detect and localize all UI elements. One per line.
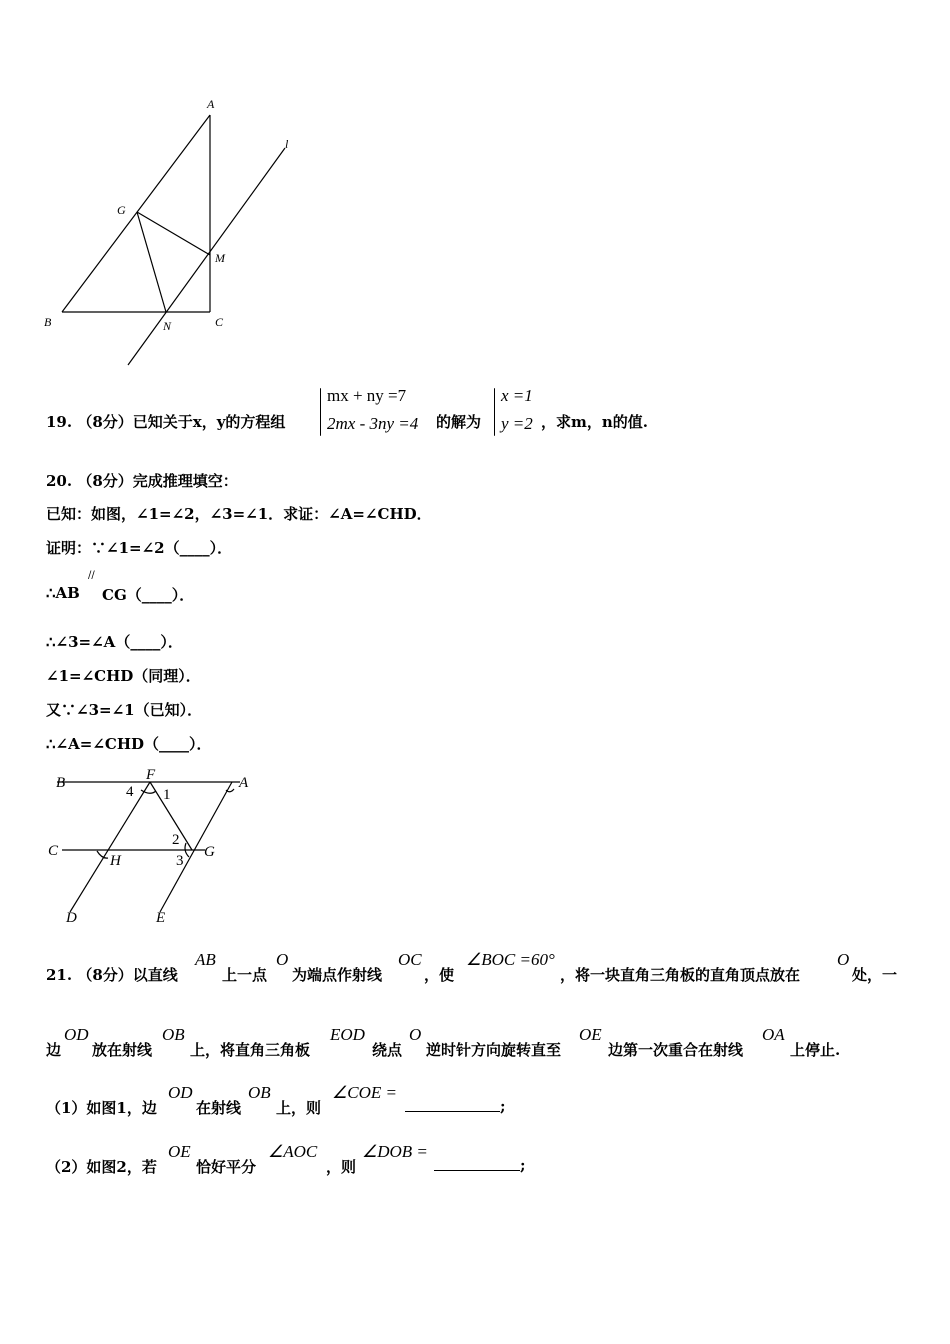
label-l: l: [285, 137, 289, 151]
q20-line: 又∵∠3=∠1（已知）．: [46, 701, 203, 719]
q20-line: ∴∠3=∠A（____）．: [46, 633, 183, 651]
angle-3: 3: [176, 853, 184, 869]
label-d: D: [66, 910, 77, 926]
math: EOD: [330, 1025, 365, 1044]
math: OC: [398, 950, 422, 969]
math: ∠COE =: [332, 1083, 397, 1102]
math: OB: [162, 1025, 185, 1044]
parallel-symbol: //: [88, 570, 95, 581]
figure-parallel-lines: [0, 760, 280, 930]
answer-blank[interactable]: [434, 1156, 520, 1171]
label-n: N: [163, 319, 172, 333]
q21-text: 上停止.: [790, 1041, 841, 1059]
math: OA: [762, 1025, 785, 1044]
label-g: G: [204, 844, 215, 860]
q19-sol2: y =2: [501, 414, 533, 433]
q21-text: 绕点: [372, 1041, 403, 1059]
angle-4: 4: [126, 784, 134, 800]
math: OB: [248, 1083, 271, 1102]
label-b: B: [56, 775, 66, 791]
q19-eq2: 2mx - 3ny =4: [327, 414, 419, 433]
math: O: [837, 950, 850, 969]
q21-text: 21. （8分）以直线: [46, 966, 178, 984]
q21-text: 上，则: [276, 1099, 322, 1117]
label-e: E: [156, 910, 166, 926]
q19-suffix: ，求m，n的值.: [541, 413, 649, 431]
q21-text: 处，一: [852, 966, 898, 984]
q19-sol1: x =1: [501, 386, 533, 405]
q20-line: ∴∠A=∠CHD（____）．: [46, 735, 212, 753]
q21-text: 恰好平分: [196, 1158, 257, 1176]
q21-text: ;: [520, 1156, 526, 1174]
q20-title: 20. （8分）完成推理填空：: [46, 472, 238, 490]
label-h: H: [110, 853, 121, 869]
q21-part1: （1）如图1，边: [46, 1099, 157, 1117]
label-m: M: [215, 251, 225, 265]
q21-text: 上一点: [222, 966, 268, 984]
q21-text: 放在射线: [92, 1041, 153, 1059]
math: OD: [64, 1025, 89, 1044]
brace: [494, 388, 495, 436]
q21-text: 为端点作射线: [292, 966, 383, 984]
answer-blank[interactable]: [405, 1097, 500, 1112]
q21-part2: （2）如图2，若: [46, 1158, 157, 1176]
angle-1: 1: [163, 787, 171, 803]
math: ∠AOC: [268, 1142, 318, 1161]
math: OE: [579, 1025, 602, 1044]
q21-text: 在射线: [196, 1099, 242, 1117]
figure-triangle-abc: [0, 90, 320, 380]
q20-line: ∴AB: [46, 584, 80, 602]
q21-text: 上，将直角三角板: [190, 1041, 311, 1059]
label-f: F: [146, 767, 156, 783]
q21-text: 边: [46, 1041, 62, 1059]
math: AB: [195, 950, 216, 969]
q19-mid: 的解为: [436, 413, 482, 431]
math: OD: [168, 1083, 193, 1102]
q19-eq1: mx + ny =7: [327, 386, 407, 405]
label-c: C: [48, 843, 59, 859]
math: O: [409, 1025, 422, 1044]
q20-line: ∠1=∠CHD（同理）．: [46, 667, 201, 685]
q21-text: ，则: [326, 1158, 357, 1176]
label-g: G: [117, 203, 126, 217]
math: ∠BOC =60°: [466, 950, 555, 969]
q21-text: 逆时针方向旋转直至: [426, 1041, 562, 1059]
label-a: A: [239, 775, 249, 791]
q20-line: 证明：∵∠1=∠2（____）．: [46, 539, 233, 557]
label-c: C: [215, 315, 224, 329]
q20-given: 已知：如图，∠1=∠2，∠3=∠1．求证：∠A=∠CHD．: [46, 505, 432, 523]
q21-text: ;: [500, 1097, 506, 1115]
q21-text: 边第一次重合在射线: [608, 1041, 744, 1059]
q21-text: ，使: [424, 966, 455, 984]
q20-line: CG（____）．: [102, 586, 195, 604]
math: O: [276, 950, 289, 969]
brace: [320, 388, 321, 436]
label-a: A: [207, 97, 215, 111]
math: ∠DOB =: [362, 1142, 428, 1161]
q21-text: ，将一块直角三角板的直角顶点放在: [560, 966, 801, 984]
math: OE: [168, 1142, 191, 1161]
q19-prefix: 19. （8分）已知关于x，y的方程组: [46, 413, 286, 431]
angle-2: 2: [172, 832, 180, 848]
label-b: B: [44, 315, 52, 329]
